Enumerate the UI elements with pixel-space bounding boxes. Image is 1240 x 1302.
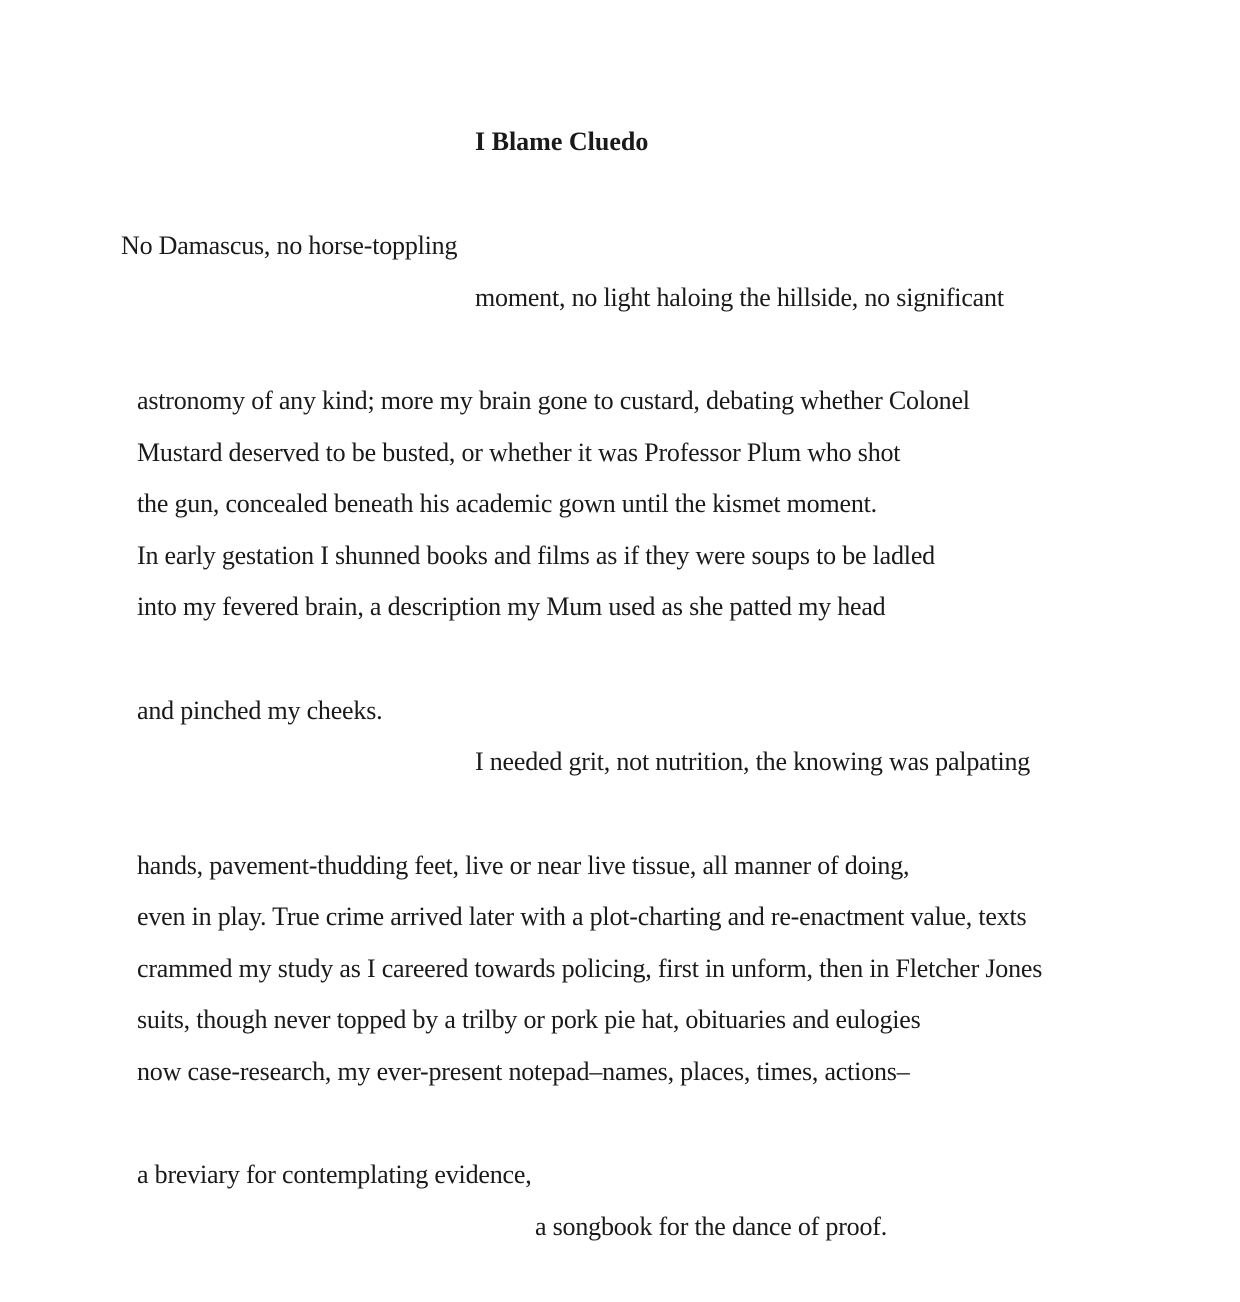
poem-line: crammed my study as I careered towards policing, first in unform, then in Fletcher Jones bbox=[137, 954, 1043, 983]
poem-line: the gun, concealed beneath his academic gown until the kismet moment. bbox=[137, 489, 877, 518]
poem-line: and pinched my cheeks. bbox=[137, 696, 383, 725]
poem-line: In early gestation I shunned books and films as if they were soups to be ladled bbox=[137, 541, 935, 570]
poem-line: into my fevered brain, a description my Mum used as she patted my head bbox=[137, 592, 886, 621]
poem-line: hands, pavement-thudding feet, live or near live tissue, all manner of doing, bbox=[137, 851, 910, 880]
poem-line: moment, no light haloing the hillside, no significant bbox=[475, 283, 1004, 312]
poem-line: now case-research, my ever-present notepad–names, places, times, actions– bbox=[137, 1057, 910, 1086]
poem-title: I Blame Cluedo bbox=[475, 127, 649, 156]
poem-line: No Damascus, no horse-toppling bbox=[121, 231, 458, 260]
poem-line: Mustard deserved to be busted, or whether it was Professor Plum who shot bbox=[137, 438, 901, 467]
poem-line: a songbook for the dance of proof. bbox=[535, 1212, 888, 1241]
poem-line: I needed grit, not nutrition, the knowing was palpating bbox=[475, 747, 1031, 776]
poem-line: a breviary for contemplating evidence, bbox=[137, 1160, 532, 1189]
poem-line: even in play. True crime arrived later with a plot-charting and re-enactment value, texts bbox=[137, 902, 1027, 931]
poem-line: astronomy of any kind; more my brain gone to custard, debating whether Colonel bbox=[137, 386, 970, 415]
poem-line: suits, though never topped by a trilby or pork pie hat, obituaries and eulogies bbox=[137, 1005, 921, 1034]
